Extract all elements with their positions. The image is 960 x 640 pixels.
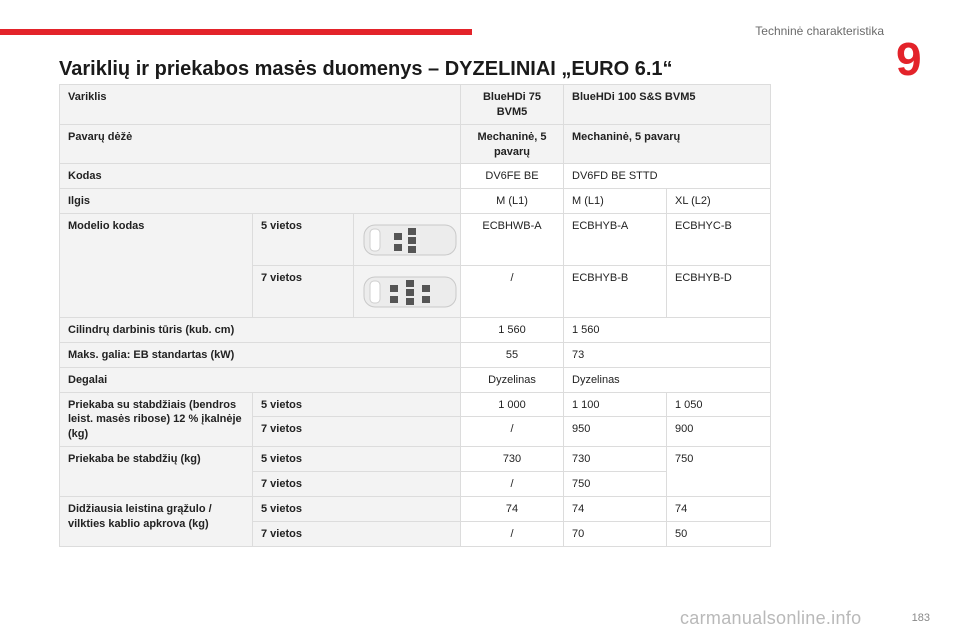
page-title: Variklių ir priekabos masės duomenys – DYZELINIAI „EURO 6.1“ — [59, 58, 673, 80]
top-accent-bar — [0, 29, 472, 35]
model7-col1: / — [461, 266, 564, 318]
seats-5-label: 5 vietos — [253, 214, 354, 266]
braked5-col3: 1 050 — [667, 392, 771, 417]
engine-label: Variklis — [60, 85, 461, 125]
table-row — [60, 497, 771, 522]
section-header: Techninė charakteristika — [755, 24, 884, 38]
table-row — [60, 214, 771, 266]
table-row — [60, 447, 771, 472]
model7-col2: ECBHYB-B — [564, 266, 667, 318]
model5-col1: ECBHWB-A — [461, 214, 564, 266]
table-row — [60, 318, 771, 343]
length-col2: M (L1) — [564, 189, 667, 214]
unbraked5-col1: 730 — [461, 447, 564, 472]
unbraked-seats7: 7 vietos — [253, 472, 461, 497]
van-7-seats-icon — [362, 271, 458, 311]
displacement-col2: 1 560 — [564, 318, 771, 343]
braked7-col3: 900 — [667, 417, 771, 447]
towball7-col1: / — [461, 521, 564, 546]
table-row — [60, 85, 771, 125]
unbraked-seats5: 5 vietos — [253, 447, 461, 472]
model-label: Modelio kodas — [60, 214, 253, 318]
gearbox-label: Pavarų dėžė — [60, 124, 461, 164]
length-col3: XL (L2) — [667, 189, 771, 214]
towball7-col3: 50 — [667, 521, 771, 546]
model7-col3: ECBHYB-D — [667, 266, 771, 318]
towball-label: Didžiausia leistina grąžulo / vilkties kablio apkrova (kg) — [60, 497, 253, 547]
table-row — [60, 342, 771, 367]
length-col1: M (L1) — [461, 189, 564, 214]
fuel-col2: Dyzelinas — [564, 367, 771, 392]
watermark: carmanualsonline.info — [680, 608, 862, 628]
fuel-label: Degalai — [60, 367, 461, 392]
unbraked5-col2: 730 — [564, 447, 667, 472]
seats-7-label: 7 vietos — [253, 266, 354, 318]
model5-col2: ECBHYB-A — [564, 214, 667, 266]
unbraked7-col1: / — [461, 472, 564, 497]
displacement-label: Cilindrų darbinis tūris (kub. cm) — [60, 318, 461, 343]
table-row — [60, 124, 771, 164]
braked-seats7: 7 vietos — [253, 417, 461, 447]
seat-layout-5-image — [354, 214, 461, 266]
gearbox-col1: Mechaninė, 5 pavarų — [461, 124, 564, 164]
braked7-col1: / — [461, 417, 564, 447]
power-col1: 55 — [461, 342, 564, 367]
towball-seats7: 7 vietos — [253, 521, 461, 546]
code-col1: DV6FE BE — [461, 164, 564, 189]
van-5-seats-icon — [362, 219, 458, 259]
table-row — [60, 164, 771, 189]
spec-table — [59, 84, 771, 547]
braked7-col2: 950 — [564, 417, 667, 447]
code-col2: DV6FD BE STTD — [564, 164, 771, 189]
towball-seats5: 5 vietos — [253, 497, 461, 522]
model5-col3: ECBHYC-B — [667, 214, 771, 266]
table-row — [60, 189, 771, 214]
towball5-col3: 74 — [667, 497, 771, 522]
code-label: Kodas — [60, 164, 461, 189]
braked-seats5: 5 vietos — [253, 392, 461, 417]
seat-layout-7-image — [354, 266, 461, 318]
unbraked-col3: 750 — [667, 447, 771, 497]
towball5-col2: 74 — [564, 497, 667, 522]
braked-label: Priekaba su stabdžiais (bendros leist. masės ribose) 12 % įkalnėje (kg) — [60, 392, 253, 447]
table-row — [60, 367, 771, 392]
engine-col1: BlueHDi 75 BVM5 — [461, 85, 564, 125]
table-row — [60, 392, 771, 417]
unbraked7-col2: 750 — [564, 472, 667, 497]
braked5-col1: 1 000 — [461, 392, 564, 417]
fuel-col1: Dyzelinas — [461, 367, 564, 392]
page-number: 183 — [911, 612, 930, 624]
power-label: Maks. galia: EB standartas (kW) — [60, 342, 461, 367]
chapter-number: 9 — [896, 33, 922, 85]
displacement-col1: 1 560 — [461, 318, 564, 343]
braked5-col2: 1 100 — [564, 392, 667, 417]
power-col2: 73 — [564, 342, 771, 367]
length-label: Ilgis — [60, 189, 461, 214]
gearbox-col2: Mechaninė, 5 pavarų — [564, 124, 771, 164]
towball7-col2: 70 — [564, 521, 667, 546]
engine-col2: BlueHDi 100 S&S BVM5 — [564, 85, 771, 125]
unbraked-label: Priekaba be stabdžių (kg) — [60, 447, 253, 497]
towball5-col1: 74 — [461, 497, 564, 522]
